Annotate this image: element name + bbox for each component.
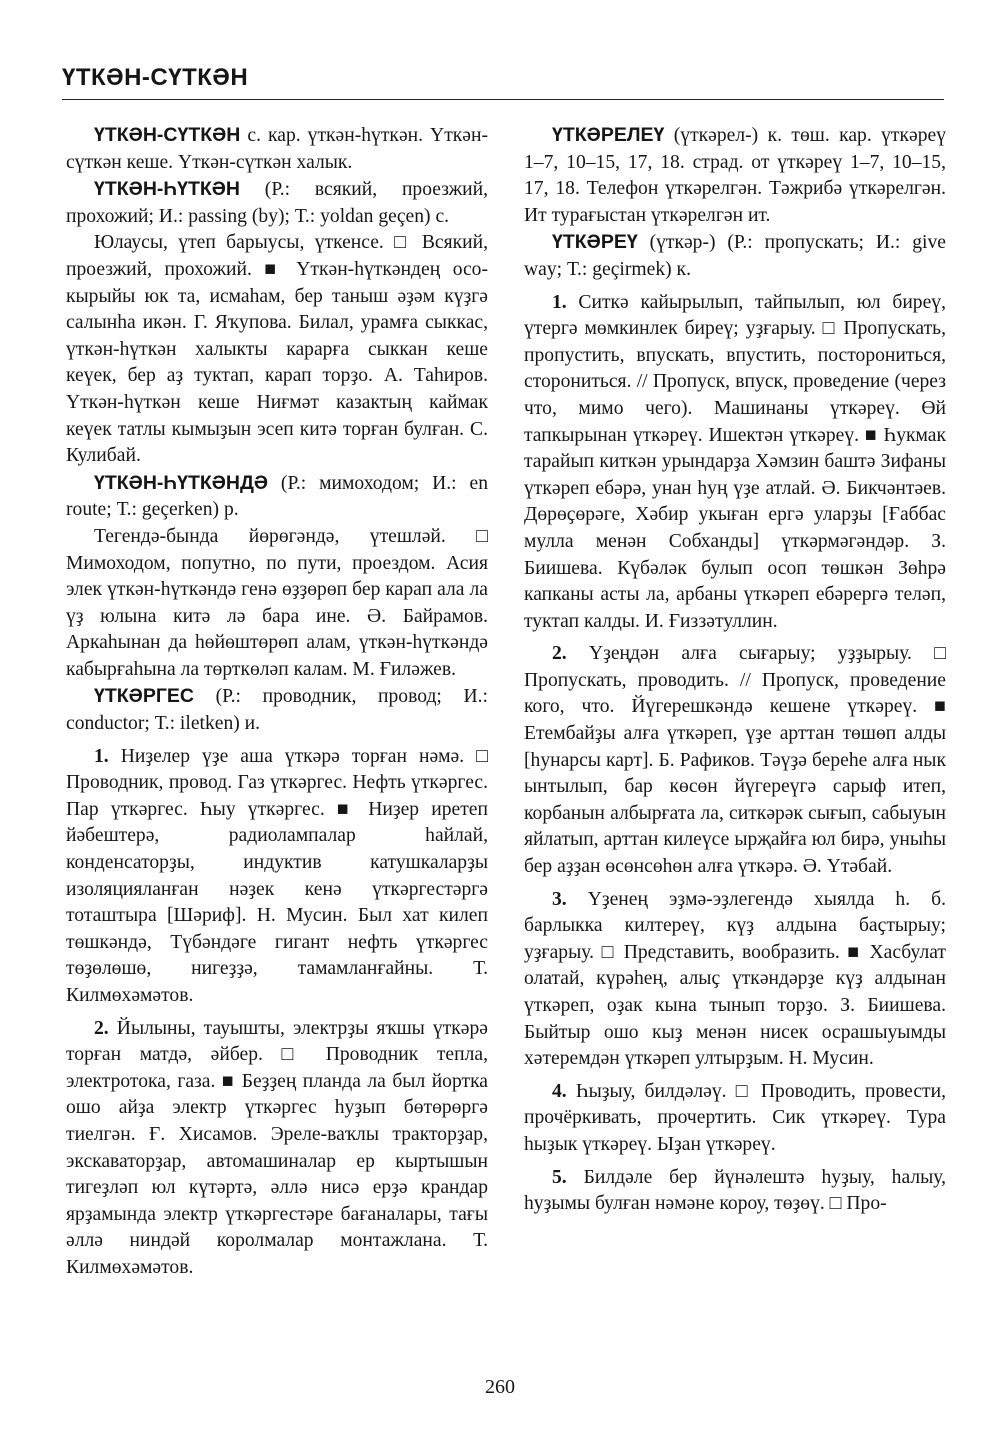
sense-paragraph	[524, 641, 946, 880]
sense-number: 4.	[552, 1080, 567, 1102]
sense-number: 1.	[94, 745, 109, 767]
headword: ҮТКӘРГЕС	[94, 685, 194, 708]
sense-paragraph	[66, 744, 488, 1010]
entry-paragraph	[66, 122, 488, 176]
header-rule	[62, 99, 944, 100]
headword: ҮТКӘРЕҮ	[552, 231, 638, 254]
entry-paragraph	[66, 470, 488, 524]
definition-text: Тегендә-бында йөрөгәндә, үтешләй. □ Мимоходом, попутно, по пути, проездом. Асия элек үткән-һүткәндә генә өҙҙөрөп бер карап ала ла үҙ юлына китә лә бара ине. Ә. Байрамов. Аркаһынан да һөйөштөрөп алам, үткән-һүткәндә кабырғаһына ла төрткөләп калам. М. Ғиләжев.	[66, 525, 488, 680]
sense-paragraph	[524, 1165, 946, 1218]
entry-text: (үткәрел-) к. төш. кар. үткәреү 1–7, 10–15, 17, 18. страд. от үткәреү 1–7, 10–15, 17, 18. Телефон үткәрелгән. Тәжрибә үткәрелгән. Ит турағыстан үткәрелгән ит.	[524, 125, 946, 226]
entry-paragraph	[524, 122, 946, 229]
definition-paragraph	[66, 524, 488, 684]
sense-paragraph	[524, 290, 946, 636]
headword: ҮТКӘРЕЛЕҮ	[552, 124, 665, 146]
sense-number: 1.	[552, 291, 567, 313]
definition-text: Юлаусы, үтеп барыусы, үткенсе. □ Всякий, проезжий, прохожий. ■ Үткән-һүткәндең осо-кырыйы юк та, исмаһам, бер таныш әҙәм күҙгә салынһа икән. Г. Яҡупова. Билал, урамға сыккас, үткән-һүткән халыкты карарға сыккан кеше кеүек, бер аҙ туктап, карап торҙо. А. Таһиров. Үткән-һүткән кеше Ниғмәт казактың каймак кеүек татлы кымыҙын эсеп китә торған булған. С. Кулибай.	[66, 232, 488, 467]
sense-number: 5.	[552, 1166, 567, 1188]
sense-paragraph	[524, 887, 946, 1073]
headword: ҮТКӘН-ҺҮТКӘНДӘ	[94, 471, 269, 494]
entry-text: (үткәр-) (Р.: пропускать; И.: give way; Т.: geçirmek) к.	[524, 232, 946, 280]
running-head: ҮТКӘН-СҮТКӘН	[62, 64, 249, 91]
left-column	[66, 122, 488, 1282]
entry-text: (Р.: всякий, проезжий, прохожий; И.: passing (by); Т.: yoldan geçen) с.	[66, 179, 488, 227]
entry-paragraph	[66, 176, 488, 230]
entry-text: (Р.: проводник, провод; И.: conductor; Т.: iletken) и.	[66, 686, 488, 735]
page-number: 260	[485, 1376, 515, 1398]
sense-paragraph	[524, 1079, 946, 1159]
sense-text: Билдәле бер йүнәлештә һуҙыу, һалыу, һуҙымы булған нәмәне короу, төҙөү. □ Про-	[524, 1166, 946, 1215]
sense-text: Үҙенең эҙмә-эҙлегендә хыялда һ. б. барлыкка килтереү, күҙ алдына баҫтырыу; уҙғарыу. □ Представить, вообразить. ■ Хасбулат олатай, күрәһең, алыҫ үткәндәрҙе күҙ алдынан үткәреп, оҙак кына тынып торҙо. З. Биишева. Быйтыр ошо кыҙ менән нисек осрашыуымды хәтеремдән үткәреп ултырҙым. Н. Мусин.	[524, 888, 946, 1070]
entry-text: (Р.: мимоходом; И.: en route; Т.: geçerken) р.	[66, 472, 488, 521]
sense-number: 3.	[552, 888, 567, 910]
right-column	[524, 122, 946, 1218]
headword: ҮТКӘН-СҮТКӘН	[94, 124, 241, 146]
headword: ҮТКӘН-ҺҮТКӘН	[94, 178, 240, 201]
definition-paragraph	[66, 230, 488, 469]
sense-number: 2.	[94, 1017, 109, 1039]
entry-text: с. кар. үткән-һүткән. Үткән-сүткән кеше. Үткән-сүткән халык.	[66, 125, 488, 173]
sense-number: 2.	[552, 643, 567, 665]
sense-text: Үҙеңдән алға сығарыу; уҙҙырыу. □ Пропускать, проводить. // Пропуск, проведение кого, что. Йүгерешкәндә кешене үткәреү. ■ Етембайҙы алға үткәреп, үҙе арттан төшөп алды [һунарсы карт]. Б. Рафиков. Тәүҙә береһе алға нык ынтылып, бар көсөн йүгереүгә сарыф итеп, корбанын албырғата ла, ситкәрәк сығып, сабыуын яйлатып, арттан килеүсе ырҗайға юл бирә, уныһы бер аҙҙан өсөнсөһөн алға үткәрә. Ә. Үтәбай.	[524, 643, 946, 878]
entry-paragraph	[524, 229, 946, 283]
sense-text: Ниҙелер үҙе аша үткәрә торған нәмә. □ Проводник, провод. Газ үткәргес. Нефть үткәргес. Пар үткәргес. Һыу үткәргес. ■ Ниҙер иретеп йәбештерә, радиолампалар һайлай, конденсаторҙы, индуктив катушкаларҙы изоляцияланған нәҙек кенә үткәргестәргә тоташтыра [Шәриф]. Н. Мусин. Был хат килеп төшкәндә, Түбәндәге гигант нефть үткәргес төҙөлөшө, нигеҙҙә, тамамланғайны. Т. Килмөхәмәтов.	[66, 745, 488, 1006]
sense-text: Йылыны, тауышты, электрҙы яҡшы үткәрә торған матдә, әйбер. □ Проводник тепла, электротока, газа. ■ Беҙҙең планда ла был йортка ошо айҙа электр үткәргес һуҙып бөтөрөргә тиелгән. Ғ. Хисамов. Эреле-ваҡлы тракторҙар, экскаваторҙар, автомашиналар ер кыртышын тигеҙләп юл күтәртә, әллә нисә ерҙә крандар ярҙамында электр үткәргестәре бағаналары, тағы әллә ниндәй королмалар монтажлана. Т. Килмөхәмәтов.	[66, 1017, 488, 1278]
entry-paragraph	[66, 683, 488, 737]
sense-text: Ситкә кайырылып, тайпылып, юл биреү, үтергә мөмкинлек биреү; уҙғарыу. □ Пропускать, пропустить, впускать, впустить, посторониться, сторониться. // Пропуск, впуск, проведение (через что, мимо чего). Машинаны үткәреү. Өй тапкырынан үткәреү. Ишектән үткәреү. ■ Һукмак тарайып киткән урындарҙа Хәмзин баштә Зифаны үткәреп ебәрә, унан һуң үҙе атлай. Ә. Бикчәнтәев. Дөрөҫөрәге, Хәбир укыған ергә уларҙы [Ғаббас мулла менән Собханды] үткәрмәгәндәр. З. Биишева. Күбәләк булып осоп төшкән Зөһрә капканы асты ла, арбаны үткәреп ебәрергә теләп, туктап калды. И. Ғиззәтуллин.	[524, 291, 946, 632]
sense-paragraph	[66, 1016, 488, 1282]
sense-text: Һыҙыу, билдәләү. □ Проводить, провести, прочёркивать, прочертить. Сик үткәреү. Тура һыҙык үткәреү. Ыҙан үткәреү.	[524, 1080, 946, 1155]
